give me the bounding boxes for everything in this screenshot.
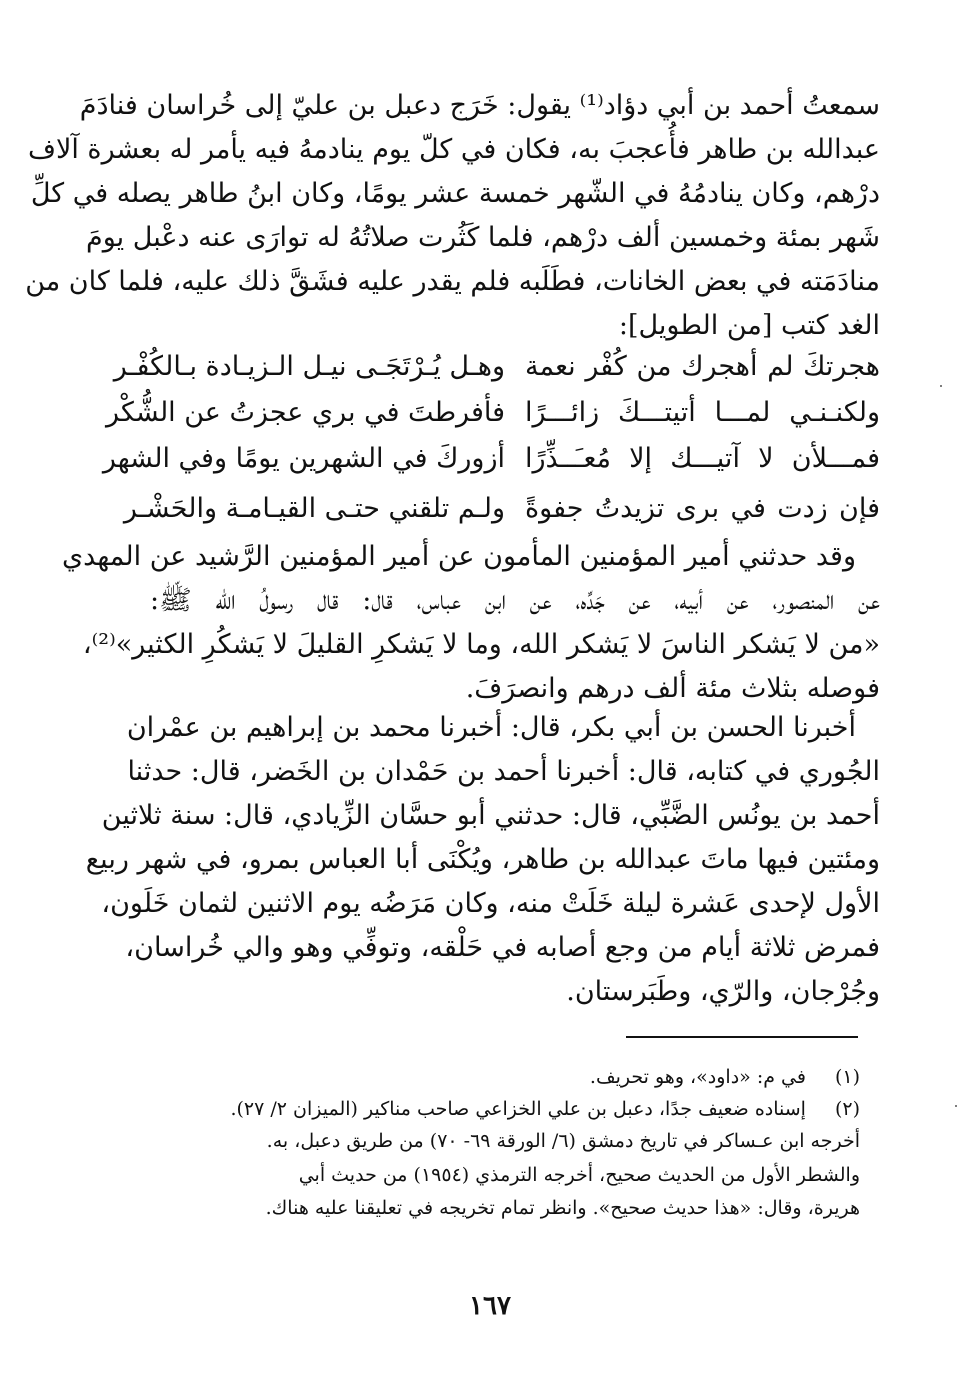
text-line: وقد حدثني أمير المؤمنين المأمون عن أمير المؤمنين الرَّشيد عن المهدي (62, 541, 856, 572)
footnote-text: إسناده ضعيف جدًا، دعبل بن علي الخزاعي صاحب مناكير (الميزان ٢/ ٢٧). (230, 1098, 806, 1120)
text-line: أحمد بن يونُس الضَّبِّي، قال: حدثني أبو حسَّان الزِّيادي، قال: سنة ثلاثين (101, 800, 880, 831)
poem-verse (123, 487, 880, 531)
footnote-text: أخرجه ابن عـساكر في تاريخ دمشق (٦/ الورقة ٦٩- ٧٠) من طريق دعبل، به. (266, 1130, 860, 1152)
text-line: سمعتُ أحمد بن أبي دؤاد⁽¹⁾ يقول: خَرَج دعبل بن عليّ إلى خُراسان فنادَمَ (79, 90, 880, 121)
poem-verse (106, 391, 880, 435)
text-line: منادَمَته في بعض الخانات، فطَلَبه فلم يقدر عليه فشَقَّ ذلك عليه، فلما كان من (25, 266, 880, 297)
text-line: درْهم، وكان ينادمُهُ في الشّهر خمسة عشر يومًا، وكان ابنُ طاهر يصله في كلِّ (30, 178, 880, 209)
text-line: وجُرْجان، والرّي، وطَبَرستان. (566, 976, 880, 1007)
footnote-continuation (200, 1193, 908, 1223)
verse-second-hemistich: فأفرطتَ في بري عجزتُ عن الشُّكْر (106, 397, 505, 428)
page-number: ١٦٧ (469, 1291, 511, 1321)
text-line: ومئتين فيها ماتَ عبدالله بن طاهر، ويُكْنَى أبا العباس بمرو، في شهر ربيع (85, 844, 880, 875)
footnote-continuation (200, 1126, 908, 1156)
verse-second-hemistich: ولـم تلقني حتـى القيـامـة والحَشْـر (123, 493, 505, 524)
verse-first-hemistich: فمـــلأن لا آتيـــك إلا مُعـَــذِّرًا (525, 443, 880, 474)
text-line: فوصله بثلاث مئة ألف درهم وانصرَفَ. (465, 673, 880, 704)
text-line: الأول لإحدى عَشرة ليلة خَلَتْ منه، وكان مَرَضُه يوم الاثنين لثمان خَلَون، (101, 888, 880, 919)
verse-first-hemistich: ولكنـنـي لمـــا أتيتـــكَ زائـــرًا (525, 397, 880, 428)
paragraph-2 (62, 535, 880, 711)
footnote-continuation (200, 1160, 908, 1190)
footnote-text: والشطر الأول من الحديث صحيح، أخرجه الترمذي (١٩٥٤) من حديث أبي (298, 1164, 860, 1186)
footnote-separator (626, 1036, 858, 1038)
text-line: فمرض ثلاثة أيام من وجع أصابه في حَلْقه، وتوفِّي وهو والي خُراسان، (125, 932, 880, 963)
paragraph-1 (25, 84, 880, 348)
text-line: الغد كتب [من الطويل]: (618, 310, 880, 341)
footnote-text: هريرة، وقال: «هذا حديث صحيح». وانظر تمام تخريجه في تعليقنا عليه هناك. (265, 1197, 860, 1219)
scan-speck (940, 385, 942, 387)
text-line: عبدالله بن طاهر فأُعجبَ به، فكان في كلّ يوم ينادمهُ فيه يأمر له بعشرة آلاف (27, 134, 880, 165)
poem-verse (113, 345, 880, 389)
verse-second-hemistich: وهـل يُـرْتَجَـى نيـل الـزيـادة بـالكُفْـر (113, 351, 505, 382)
paragraph-3 (85, 706, 880, 1014)
footnote-number: (٢) (834, 1098, 860, 1120)
verse-first-hemistich: هجرتكَ لم أهجرك من كُفْر نعمة (525, 351, 880, 382)
footnote (200, 1094, 860, 1124)
footnote-text: في م: «داود»، وهو تحريف. (589, 1066, 806, 1088)
footnote-number: (١) (834, 1066, 860, 1088)
footnote (200, 1062, 860, 1092)
scan-speck (955, 1105, 957, 1107)
verse-first-hemistich: فإن زدت في برى تزيدتُ جفوةً (525, 493, 880, 524)
text-line: عن المنصور، عن أبيه، عن جَدِّه، عن ابن عباس، قال: قال رسولُ الله ﷺ: (150, 585, 880, 616)
text-line: «من لا يَشكر الناسَ لا يَشكر الله، وما لا يَشكرِ القليلَ لا يَشكُرِ الكثير»⁽²⁾، (82, 629, 880, 660)
verse-second-hemistich: أزوركَ في الشهرين يومًا وفي الشهر (102, 443, 505, 474)
poem-verse (102, 437, 880, 481)
text-line: الجُوري في كتابه، قال: أخبرنا أحمد بن حَمْدان بن الخَضر، قال: حدثنا (127, 756, 880, 787)
text-line: شَهر بمئة وخمسين ألف درْهم، فلما كَثُرت صلاتُهُ له توارَى عنه دعْبل يومَ (86, 222, 880, 253)
text-line: أخبرنا الحسن بن أبي بكر، قال: أخبرنا محمد بن إبراهيم بن عمْران (126, 712, 856, 743)
